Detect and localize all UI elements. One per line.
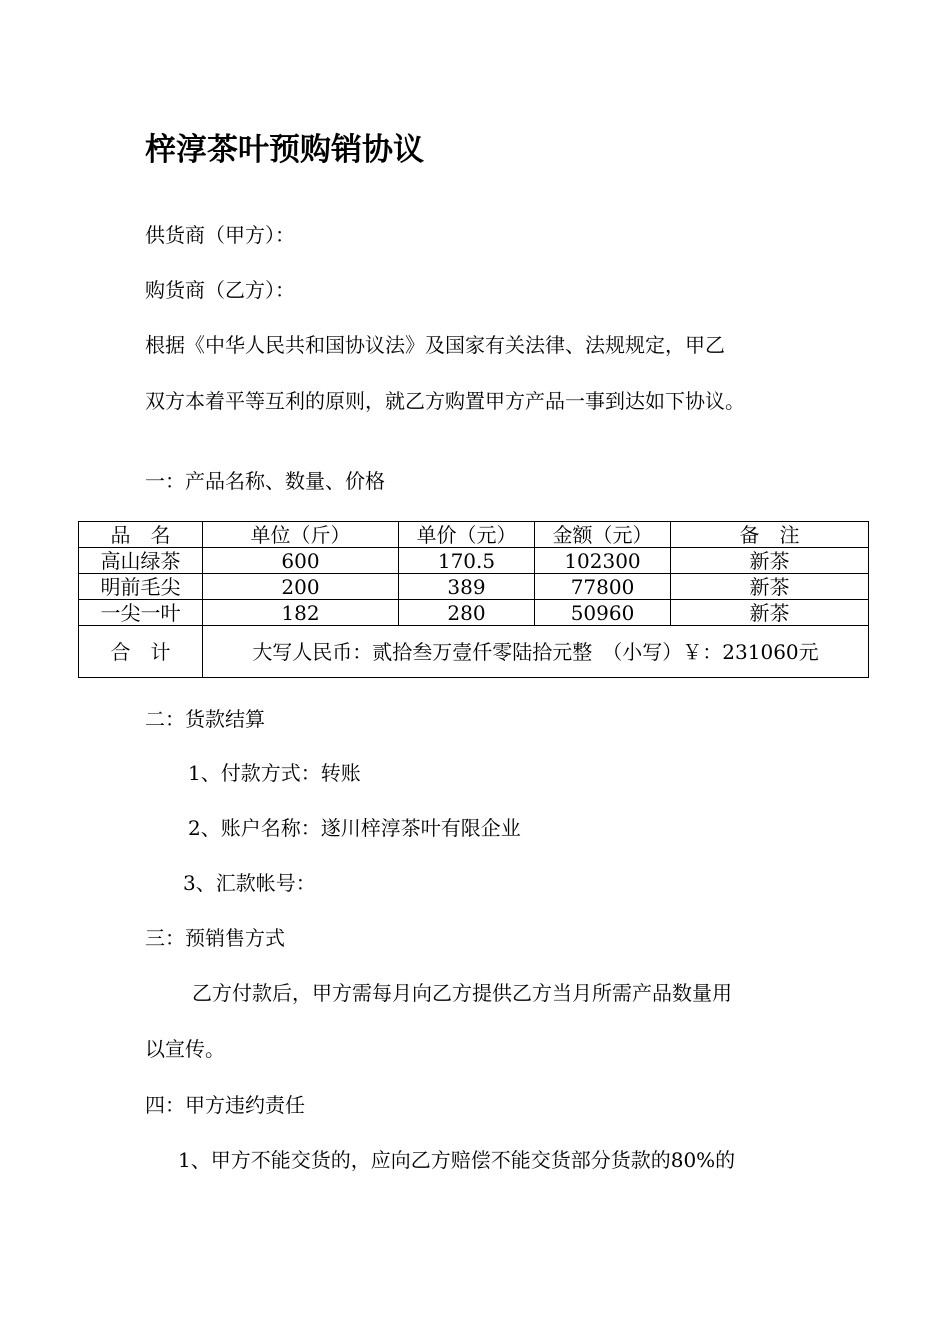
header-cell: 品 名 — [79, 522, 203, 548]
header-cell: 金额（元） — [535, 522, 671, 548]
goods-table — [78, 521, 869, 678]
header-cell: 备 注 — [671, 522, 869, 548]
table-row — [79, 600, 869, 626]
table-cell: 600 — [203, 548, 399, 574]
table-cell: 新茶 — [671, 574, 869, 600]
section-1-heading: 一：产品名称、数量、价格 — [145, 469, 385, 493]
intro-line-1: 根据《中华人民共和国协议法》及国家有关法律、法规规定，甲乙 — [145, 333, 725, 357]
table-cell: 200 — [203, 574, 399, 600]
liability-item-1: 1、甲方不能交货的，应向乙方赔偿不能交货部分货款的80%的 — [178, 1148, 736, 1172]
table-row — [79, 548, 869, 574]
table-cell: 77800 — [535, 574, 671, 600]
table-cell: 新茶 — [671, 548, 869, 574]
table-cell: 280 — [399, 600, 535, 626]
header-cell: 单价（元） — [399, 522, 535, 548]
table-cell: 170.5 — [399, 548, 535, 574]
account-number: 3、汇款帐号： — [183, 871, 316, 895]
document-title: 梓淳茶叶预购销协议 — [145, 132, 424, 168]
table-header-row — [79, 522, 869, 548]
table-cell: 50960 — [535, 600, 671, 626]
payment-method: 1、付款方式：转账 — [188, 761, 361, 785]
table-total-row — [79, 626, 869, 678]
header-cell: 单位（斤） — [203, 522, 399, 548]
total-label: 合 计 — [79, 626, 203, 678]
account-name: 2、账户名称：遂川梓淳茶叶有限企业 — [188, 816, 521, 840]
table-cell: 389 — [399, 574, 535, 600]
table-cell: 182 — [203, 600, 399, 626]
table-row — [79, 574, 869, 600]
presale-line-1: 乙方付款后，甲方需每月向乙方提供乙方当月所需产品数量用 — [192, 981, 732, 1005]
table-cell: 新茶 — [671, 600, 869, 626]
table-cell: 102300 — [535, 548, 671, 574]
intro-line-2: 双方本着平等互利的原则，就乙方购置甲方产品一事到达如下协议。 — [145, 389, 745, 413]
table-cell: 一尖一叶 — [79, 600, 203, 626]
supplier-label: 供货商（甲方）： — [145, 223, 295, 247]
table-cell: 明前毛尖 — [79, 574, 203, 600]
section-2-heading: 二：货款结算 — [145, 707, 265, 731]
table-cell: 高山绿茶 — [79, 548, 203, 574]
section-4-heading: 四：甲方违约责任 — [145, 1093, 305, 1117]
total-amount: 大写人民币：贰拾叁万壹仟零陆拾元整 （小写）￥：231060元 — [203, 626, 869, 678]
buyer-label: 购货商（乙方）： — [145, 278, 295, 302]
presale-line-2: 以宣传。 — [145, 1037, 225, 1061]
section-3-heading: 三：预销售方式 — [145, 926, 285, 950]
